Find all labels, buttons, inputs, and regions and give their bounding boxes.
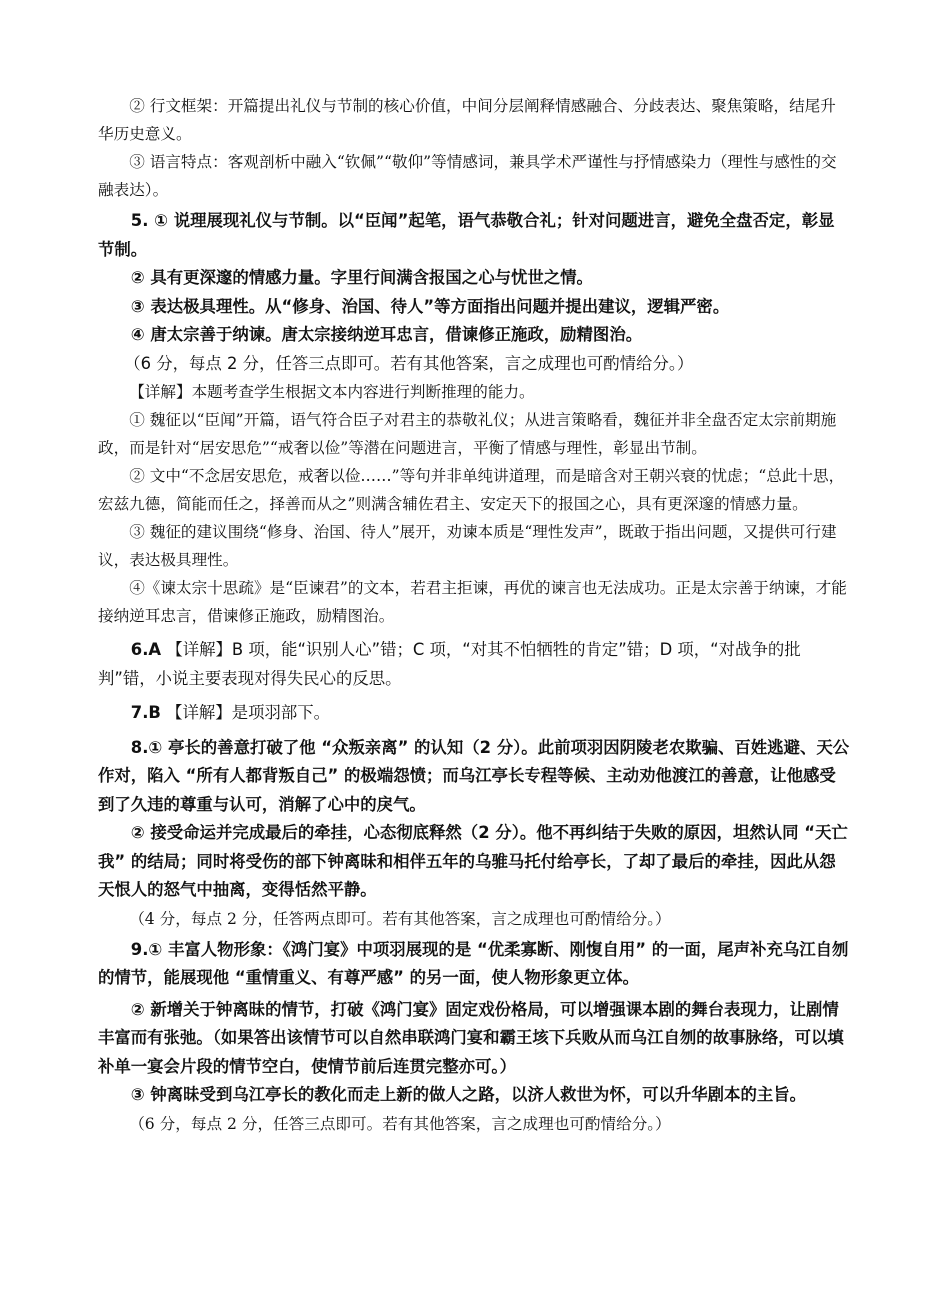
- q8-score-note: （4 分，每点 2 分，任答两点即可。若有其他答案，言之成理也可酌情给分。）: [129, 909, 671, 928]
- q5-detail-3: ③ 魏征的建议围绕“修身、治国、待人”展开，劝谏本质是“理性发声”，既敢于指出问题，又提供可行建议，表达极具理性。: [98, 523, 837, 569]
- q4-language: ③ 语言特点：客观剖析中融入“钦佩”“敬仰”等情感词，兼具学术严谨性与抒情感染力（理性与感性的交融表达）。: [98, 153, 837, 199]
- q8-point-2: ② 接受命运并完成最后的牵挂，心态彻底释然（2 分）。他不再纠结于失败的原因，坦然认同 “天亡我” 的结局；同时将受伤的部下钟离昧和相伴五年的乌骓马托付给亭长，了却了最后的牵挂，因此从怨天恨人的怒气中抽离，变得恬然平静。: [98, 823, 848, 899]
- q5-detail-4: ④《谏太宗十思疏》是“臣谏君”的文本，若君主拒谏，再优的谏言也无法成功。正是太宗善于纳谏，才能接纳逆耳忠言，借谏修正施政，励精图治。: [98, 579, 847, 625]
- q7-explanation: 【详解】是项羽部下。: [160, 703, 331, 722]
- q4-framework: ② 行文框架：开篇提出礼仪与节制的核心价值，中间分层阐释情感融合、分歧表达、聚焦策略，结尾升华历史意义。: [98, 97, 836, 143]
- q6-answer: [98, 636, 850, 693]
- q9-score-note: （6 分，每点 2 分，任答三点即可。若有其他答案，言之成理也可酌情给分。）: [129, 1114, 671, 1133]
- q7-label: 7.B: [130, 703, 161, 722]
- q9-point-3: ③ 钟离昧受到乌江亭长的教化而走上新的做人之路，以济人救世为怀，可以升华剧本的主旨。: [130, 1085, 807, 1104]
- q7-answer: [98, 699, 850, 728]
- q9-point-2: ② 新增关于钟离昧的情节，打破《鸿门宴》固定戏份格局，可以增强课本剧的舞台表现力，让剧情丰富而有张弛。（如果答出该情节可以自然串联鸿门宴和霸王垓下兵败从而乌江自刎的故事脉络，可以填补单一宴会片段的情节空白，使情节前后连贯完整亦可。）: [98, 999, 844, 1076]
- q5-point-3: ③ 表达极具理性。从“修身、治国、待人”等方面指出问题并提出建议，逻辑严密。: [130, 296, 730, 316]
- q5-score-note: （6 分，每点 2 分，任答三点即可。若有其他答案，言之成理也可酌情给分。）: [124, 353, 694, 373]
- answer-document: [98, 92, 850, 1138]
- q5-point-2: ② 具有更深邃的情感力量。字里行间满含报国之心与忧世之情。: [130, 268, 593, 287]
- q9-point-1: 9.① 丰富人物形象：《鸿门宴》中项羽展现的是 “优柔寡断、刚愎自用” 的一面，尾声补充乌江自刎的情节，能展现他 “重情重义、有尊严感” 的另一面，使人物形象更立体。: [98, 939, 849, 987]
- q5-detail-1: ① 魏征以“臣闻”开篇，语气符合臣子对君主的恭敬礼仪；从进言策略看，魏征并非全盘否定太宗前期施政，而是针对“居安思危”“戒奢以俭”等潜在问题进言，平衡了情感与理性，彰显出节制。: [98, 411, 837, 457]
- q5-detail-title: 【详解】本题考查学生根据文本内容进行判断推理的能力。: [129, 383, 535, 401]
- q5-point-4: ④ 唐太宗善于纳谏。唐太宗接纳逆耳忠言，借谏修正施政，励精图治。: [130, 325, 643, 344]
- q5-detail-2: ② 文中“不念居安思危，戒奢以俭……”等句并非单纯讲道理，而是暗含对王朝兴衰的忧虑；“总此十思，宏兹九德，简能而任之，择善而从之”则满含辅佐君主、安定天下的报国之心，具有更深邃的情感力量。: [98, 467, 845, 513]
- q8-point-1: 8.① 亭长的善意打破了他 “众叛亲离” 的认知（2 分）。此前项羽因阴陵老农欺骗、百姓逃避、天公作对，陷入 “所有人都背叛自己” 的极端怨愤；而乌江亭长专程等候、主动劝他渡江的善意，让他感受到了久违的尊重与认可，消解了心中的戾气。: [98, 737, 850, 814]
- q5-point-1: 5. ① 说理展现礼仪与节制。以“臣闻”起笔，语气恭敬合礼；针对问题进言，避免全盘否定，彰显节制。: [98, 211, 835, 259]
- q6-label: 6.A: [130, 640, 162, 659]
- q6-explanation: 【详解】B 项，能“识别人心”错；C 项，“对其不怕牺牲的肯定”错；D 项，“对战争的批判”错，小说主要表现对得失民心的反思。: [98, 640, 801, 688]
